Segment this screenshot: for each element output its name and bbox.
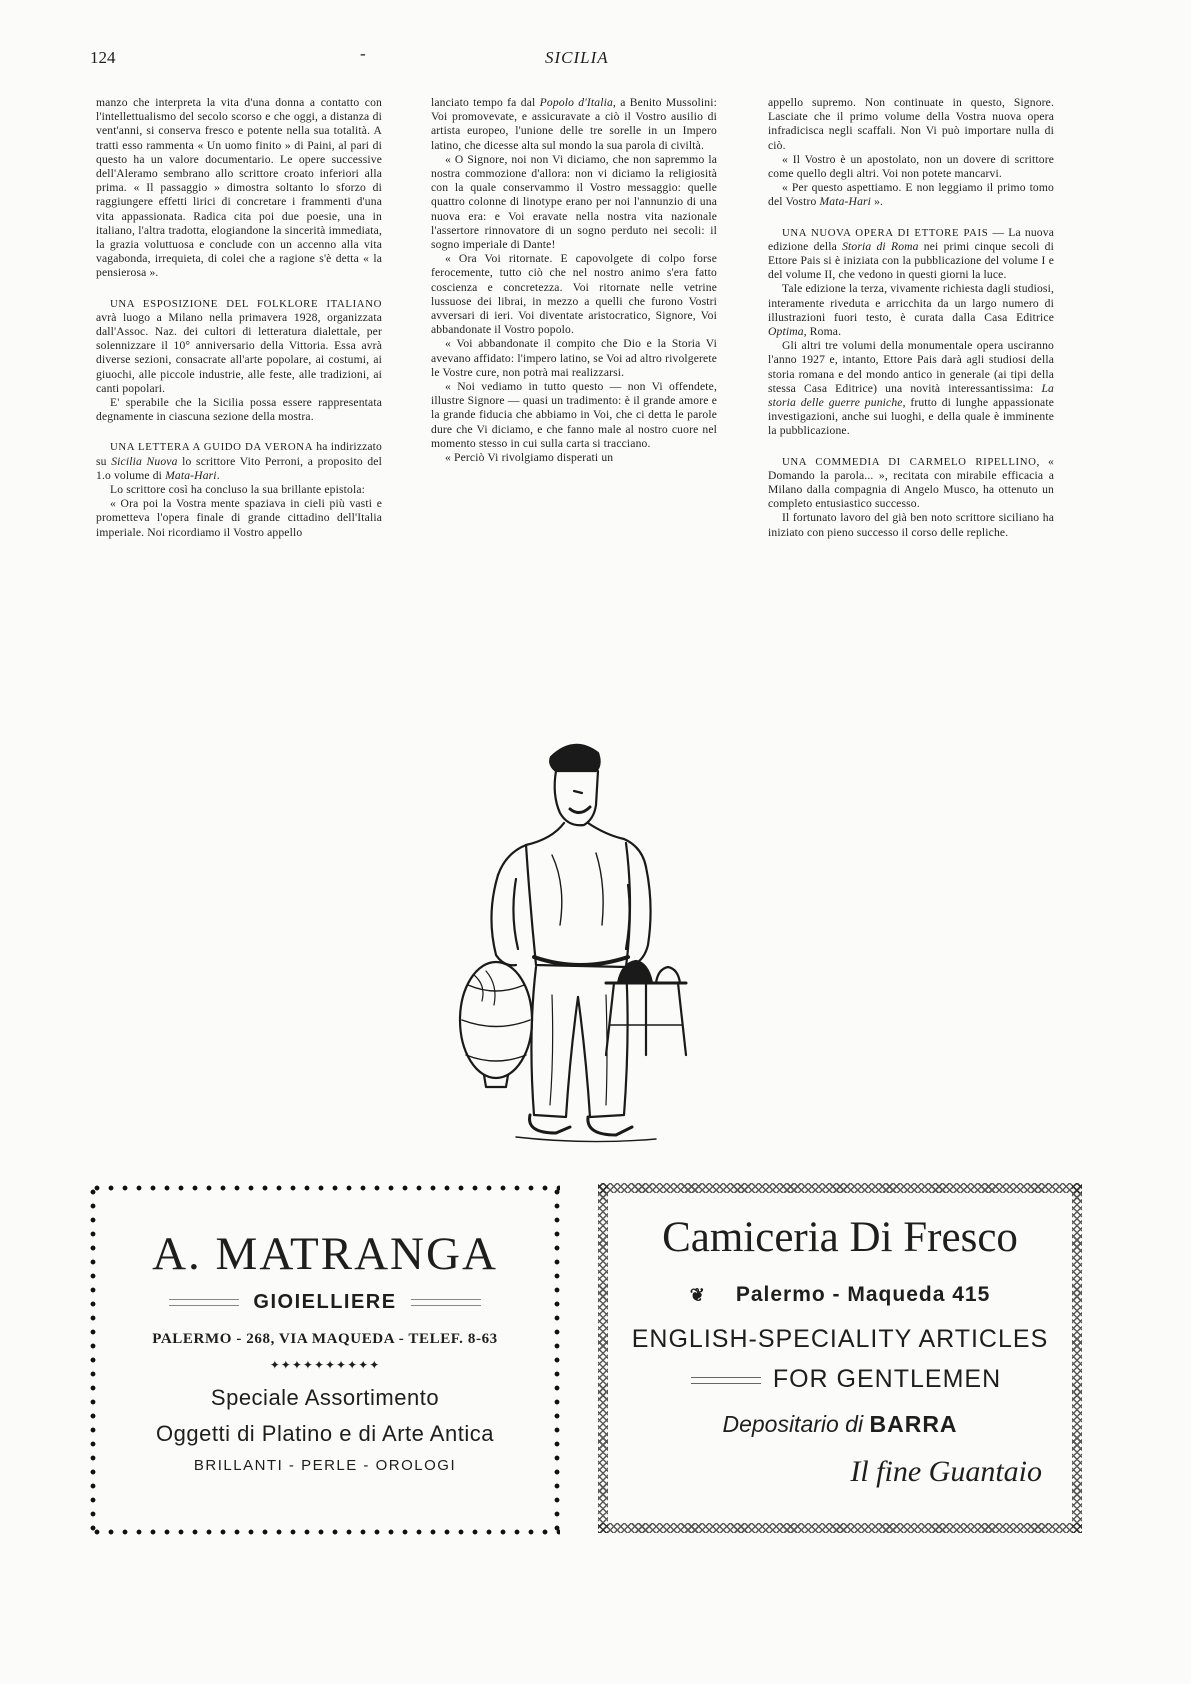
paragraph: Lo scrittore così ha concluso la sua brillante epistola: <box>110 483 366 497</box>
paragraph: appello supremo. Non continuate in questo, Signore. Lasciate che il primo volume della Vostra nuova opera infradicisca negli scaffali. Non Vi può importare nulla di ciò. <box>768 96 1054 152</box>
ad-line: FOR GENTLEMEN <box>598 1365 1082 1394</box>
section-lead: UNA LETTERA A GUIDO DA VERONA <box>110 441 314 454</box>
text-column-3 <box>768 96 1054 540</box>
paragraph: « Noi vediamo in tutto questo — non Vi offendete, illustre Signore — quasi un tradimento: è il grande amore e la grande fiducia che abbiamo in Voi, che ci detta le parole dure che Vi diciamo, e che fanno male al nostro cuore nel momento stesso in cui sulla carta si tracciano. <box>431 380 717 450</box>
paragraph: UNA COMMEDIA DI CARMELO RIPELLINO, « Domando la parola... », recitata con mirabile efficacia a Milano dalla compagnia di Angelo Musco, ha ottenuto un completo entusiastico successo. <box>768 454 1054 511</box>
paragraph: UNA LETTERA A GUIDO DA VERONA ha indirizzato su Sicilia Nuova lo scrittore Vito Perroni, a proposito del 1.o volume di Mata-Hari. <box>96 440 382 482</box>
paragraph: Gli altri tre volumi della monumentale opera usciranno l'anno 1927 e, intanto, Ettore Pais darà agli studiosi della storia romana e del mondo antico in generale (ai tipi della stessa Casa Editrice) una novità interessantissima: La storia delle guerre puniche, frutto di lunghe appassionate investigazioni, anche sui luoghi, e della quale è imminente la pubblicazione. <box>768 339 1054 438</box>
paragraph: E' sperabile che la Sicilia possa essere rappresentata degnamente in ciascuna sezione della mostra. <box>96 396 382 424</box>
paragraph: « Ora poi la Vostra mente spaziava in cieli più vasti e prometteva l'opera finale di grande cittadino dell'Italia imperiale. Noi ricordiamo il Vostro appello <box>96 497 382 539</box>
paragraph: « Voi abbandonate il compito che Dio e la Storia Vi avevano affidato: l'impero latino, se Voi ad altro rivolgerete le Vostre cure, non potrà mai realizzarsi. <box>431 337 717 379</box>
jeweler-address: PALERMO - 268, VIA MAQUEDA - TELEF. 8-63 <box>152 1331 498 1347</box>
paragraph: Il fortunato lavoro del già ben noto scrittore siciliano ha iniziato con pieno successo il corso delle repliche. <box>768 511 1054 539</box>
paragraph: « Ora Voi ritornate. E capovolgete di colpo forse ferocemente, tutto ciò che nel nostro animo s'era fatto coscienza e concretezza. Voi ritornate nelle vetrine lussuose dei librai, in mezzo a quelli che furono Vostri avversari di ieri. Voi diventate aristocratico, Signore, Voi abbandonate il Vostro popolo. <box>431 252 717 337</box>
paragraph: manzo che interpreta la vita d'una donna a contatto con l'intellettualismo del secolo scorso e che oggi, a distanza di vent'anni, si conserva fresco e potente nella sua totalità. A tratti esso rammenta « Un uomo finito » di Paini, al pari di questo ha un valore documentario. Le opere successive dell'Aleramo sembrano allo scrittore croato inferiori alla prima. « Il passaggio » dimostra soltanto lo sforzo di raggiungere effetti lirici di concretare i frammenti d'una vita appassionata. Radica cita poi due poesie, una in italiano, l'altra tradotta, elogiandone la sincerità immediata, la grazia voluttuosa e conclude con un accenno alla vita vagabonda, irrequieta, di colei che a ragione s'è detta « la pensierosa ». <box>96 96 382 280</box>
shop-name: Camiceria Di Fresco <box>662 1214 1018 1261</box>
paragraph: « Per questo aspettiamo. E non leggiamo il primo tomo del Vostro Mata-Hari ». <box>768 181 1054 209</box>
shop-slogan: Il fine Guantaio <box>850 1455 1042 1488</box>
jeweler-subtitle: GIOIELLIERE <box>90 1291 560 1314</box>
worker-illustration <box>456 735 696 1155</box>
paragraph: « Il Vostro è un apostolato, non un dovere di scrittore come quello degli altri. Voi non potete mancarvi. <box>768 152 1054 181</box>
advertisement-di-fresco <box>598 1183 1082 1533</box>
section-lead: UNA COMMEDIA DI CARMELO RIPELLINO <box>782 455 1037 468</box>
text-column-1 <box>96 96 382 540</box>
page-header <box>90 44 1120 72</box>
paragraph: « O Signore, noi non Vi diciamo, che non sapremmo la nostra commozione d'allora: non vi diciamo la religiosità con la quale conservammo il Vostro messaggio: quelle quattro colonne di linotype erano per noi l'annunzio di una nuova era: e Voi eravate nella nostra vita nazionale l'assertore rinnovatore di un sogno perduto nei secoli: il sogno imperiale di Dante! <box>431 152 717 252</box>
page-number: 124 <box>90 48 116 67</box>
decorative-stars: ✦✦✦✦✦✦✦✦✦✦ <box>269 1358 381 1372</box>
shop-address: ❦ Palermo - Maqueda 415 <box>689 1283 991 1306</box>
paragraph: UNA NUOVA OPERA DI ETTORE PAIS — La nuova edizione della Storia di Roma nei primi cinque secoli di Ettore Pais si è iniziata con la pubblicazione del volume I e del volume II, che vedono in questi giorni la luce. <box>768 225 1054 282</box>
ad-line: Oggetti di Platino e di Arte Antica <box>156 1421 494 1446</box>
ad-line: Speciale Assortimento <box>210 1385 440 1410</box>
ad-line: BRILLANTI - PERLE - OROLOGI <box>193 1457 457 1474</box>
paragraph: Tale edizione la terza, vivamente richiesta dagli studiosi, interamente riveduta e arricchita da un largo numero di illustrazioni fuori testo, è curata dalla Casa Editrice Optima, Roma. <box>768 282 1054 339</box>
paragraph: lanciato tempo fa dal Popolo d'Italia, a Benito Mussolini: Voi promovevate, e assicuravate a ciò il Vostro ausilio di artista europeo, l'unione delle tre sorelle in un Impero latino, che dicesse alta sul mondo la sua parola di civiltà. <box>431 96 717 152</box>
ad-line: ENGLISH-SPECIALITY ARTICLES <box>631 1325 1049 1353</box>
jeweler-name: A. MATRANGA <box>152 1228 498 1280</box>
advertisement-matranga <box>90 1185 560 1535</box>
section-lead: UNA ESPOSIZIONE DEL FOLKLORE ITALIANO <box>110 297 382 310</box>
section-lead: UNA NUOVA OPERA DI ETTORE PAIS <box>782 226 989 239</box>
fleuron-icon: ❦ <box>689 1285 706 1305</box>
running-title: SICILIA <box>545 48 609 67</box>
ad-line: Depositario di BARRA <box>722 1411 958 1437</box>
text-column-2 <box>431 96 717 465</box>
paragraph: UNA ESPOSIZIONE DEL FOLKLORE ITALIANO avrà luogo a Milano nella primavera 1928, organizzata dall'Assoc. Naz. dei cultori di letteratura dialettale, per solennizzare il 10° anniversario della Vittoria. Essa avrà diverse sezioni, consacrate all'arte popolare, ai costumi, ai giuochi, alle piccole industrie, alle feste, alle tradizioni, ai canti popolari. <box>96 297 382 395</box>
header-dash: - <box>360 44 366 63</box>
paragraph: « Perciò Vi rivolgiamo disperati un <box>445 451 614 465</box>
